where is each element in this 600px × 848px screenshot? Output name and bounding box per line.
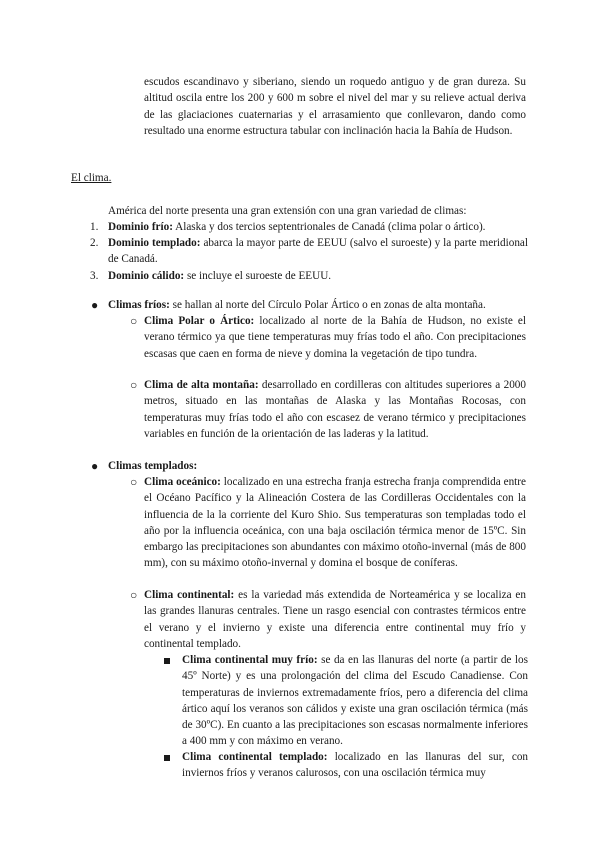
sub-polar-climate	[144, 313, 526, 362]
lead-sentence: América del norte presenta una gran extensión con una gran variedad de climas:	[108, 205, 467, 217]
term: Dominio templado:	[108, 237, 201, 249]
list-item-warm-domain	[108, 268, 528, 284]
circle-bullet: ○	[130, 314, 138, 328]
term: Clima oceánico:	[144, 476, 221, 488]
sub-continental-climate	[144, 587, 526, 652]
term: Climas templados:	[108, 460, 198, 472]
list-item-cold-domain	[108, 219, 528, 235]
circle-bullet: ○	[130, 588, 138, 602]
section-heading: El clima.	[71, 172, 112, 184]
bullet-temperate-climates	[108, 458, 528, 474]
sub-continental-temperate	[182, 749, 528, 782]
sub-oceanic-climate	[144, 474, 526, 572]
circle-bullet: ○	[130, 475, 138, 489]
list-item-temperate-domain	[108, 235, 528, 268]
sub-continental-very-cold	[182, 652, 528, 750]
list-number: 1.	[90, 221, 99, 233]
text: desarrollado en cordilleras con altitudes superiores a 2000 metros, situado en las montañas de Alaska y las Montañas Rocosas, con temperaturas muy frías todo el año con escasez de verano térmico y precipitaciones variables en función de la orientación de las laderas y la latitud.	[144, 379, 526, 440]
term: Dominio frío:	[108, 221, 173, 233]
bullet-dot: ●	[91, 298, 99, 312]
text: localizado al norte de la Bahía de Hudson, no existe el verano térmico ya que tiene temperaturas muy frías todo el año. Con precipitaciones escasas que caen en forma de nieve y domina la vegetación de tipo tundra.	[144, 315, 527, 360]
term: Clima continental templado:	[182, 751, 328, 763]
term: Climas fríos:	[108, 299, 170, 311]
square-bullet	[164, 750, 170, 766]
text: se hallan al norte del Círculo Polar Ártico o en zonas de alta montaña.	[169, 299, 486, 311]
bullet-cold-climates	[108, 297, 528, 313]
circle-bullet: ○	[130, 378, 138, 392]
bullet-dot: ●	[91, 459, 99, 473]
term: Clima de alta montaña:	[144, 379, 259, 391]
text: localizado en las llanuras del sur, con inviernos fríos y veranos calurosos, con una oscilación térmica muy	[182, 751, 529, 780]
term: Clima Polar o Ártico:	[144, 315, 255, 327]
list-number: 2.	[90, 237, 99, 249]
text: es la variedad más extendida de Norteamérica y se localiza en las grandes llanuras centrales. Tiene un rasgo esencial con contrastes térmicos entre el verano y el invierno y existe una diferencia entre continental muy frío y continental templado.	[144, 589, 526, 650]
intro-paragraph: escudos escandinavo y siberiano, siendo un roquedo antiguo y de gran dureza. Su altitud oscila entre los 200 y 600 m sobre el nivel del mar y su relieve actual deriva de las glaciaciones cuaternarias y el arrasamiento que conllevaron, dando como resultado una enorme estructura tabular con inclinación hacia la Bahía de Hudson.	[144, 76, 526, 137]
text: abarca la mayor parte de EEUU (salvo el suroeste) y la parte meridional de Canadá.	[108, 237, 529, 266]
sub-mountain-climate	[144, 377, 526, 442]
list-number: 3.	[90, 270, 99, 282]
text: Alaska y dos tercios septentrionales de Canadá (clima polar o ártico).	[172, 221, 486, 233]
text: localizado en una estrecha franja estrecha franja comprendida entre el Océano Pacífico y la Alineación Costera de las Cordilleras Occidentales con la influencia de la la corriente del Kuro Shio. Sus temperaturas son templadas todo el año por la influencia oceánica, con una baja oscilación térmica menor de 15ºC. Sin embargo las precipitaciones son abundantes con máximo otoño-invernal (más de 800 mm), con su máximo otoño-invernal y domina el bosque de coníferas.	[144, 476, 526, 570]
text: se incluye el suroeste de EEUU.	[184, 270, 332, 282]
term: Clima continental muy frío:	[182, 654, 318, 666]
square-bullet	[164, 653, 170, 669]
term: Dominio cálido:	[108, 270, 185, 282]
term: Clima continental:	[144, 589, 235, 601]
text: se da en las llanuras del norte (a partir de los 45º Norte) y es una prolongación del clima del Escudo Canadiense. Con temperaturas de inviernos extremadamente fríos, pero a diferencia del clima ártico aquí los veranos son cálidos y existe una gran oscilación térmica (más de 30ºC). En cuanto a las precipitaciones son escasas normalmente inferiores a 400 mm y con máximo en verano.	[182, 654, 528, 748]
